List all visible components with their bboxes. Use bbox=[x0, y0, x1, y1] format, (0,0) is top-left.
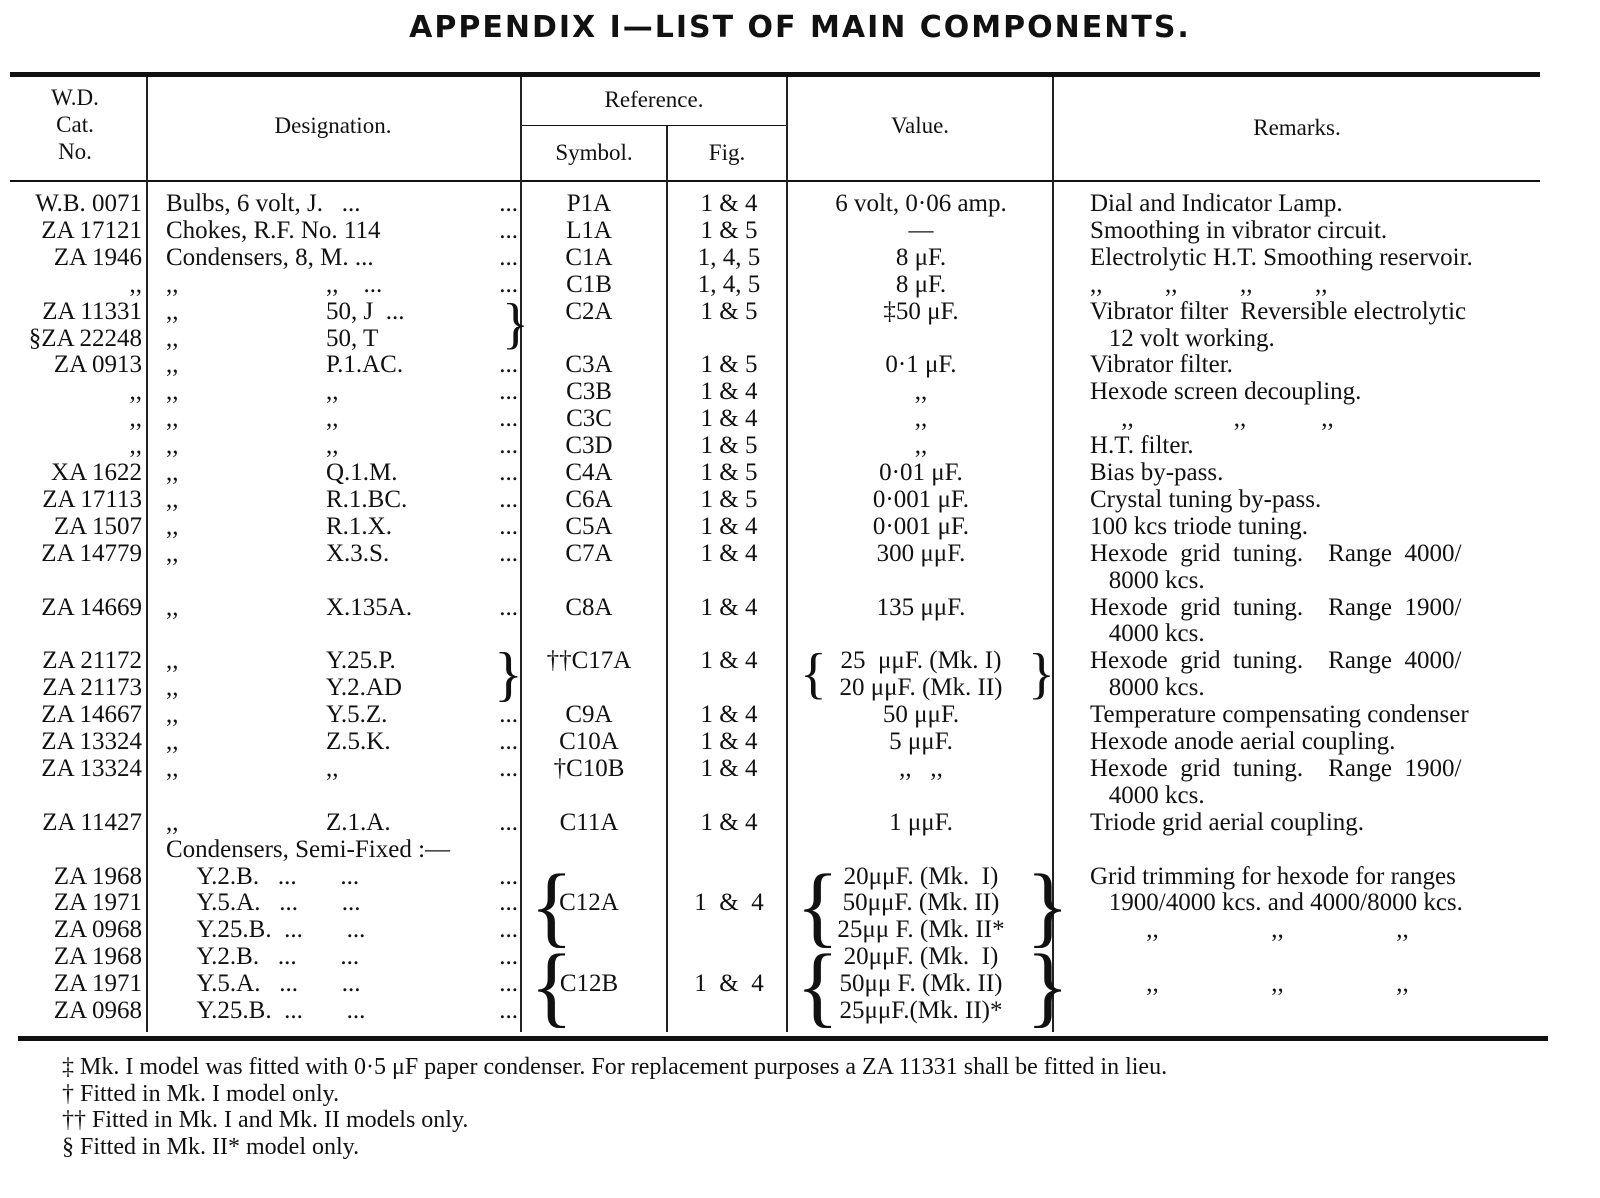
cat-no-cell: ZA 11331 bbox=[42, 297, 142, 325]
symbol-cell: C3D bbox=[565, 432, 613, 460]
designation-cell: ,, bbox=[166, 539, 179, 567]
leader-dots-cell: ... bbox=[499, 754, 518, 782]
bottom-rule bbox=[18, 1036, 1548, 1041]
leader-dots-cell: ... bbox=[499, 378, 518, 406]
leader-dots-cell: ... bbox=[499, 593, 518, 621]
cat-no-cell: W.B. 0071 bbox=[35, 190, 142, 217]
remarks-cell: Vibrator filter Reversible electrolytic bbox=[1090, 297, 1467, 325]
fig-cell: 1 & 5 bbox=[700, 297, 758, 325]
designation-type-cell: ,, ... bbox=[326, 270, 383, 298]
symbol-cell: ††C17A bbox=[546, 647, 632, 675]
designation-cell: ,, bbox=[166, 647, 179, 675]
remarks-cell: 12 volt working. bbox=[1090, 324, 1275, 352]
value-cell: 20μμF. (Mk. I) bbox=[843, 862, 999, 890]
fig-cell: 1 & 4 bbox=[700, 378, 758, 406]
remarks-cell: 8000 kcs. bbox=[1090, 674, 1205, 702]
leader-dots-cell: ... bbox=[499, 459, 518, 486]
cat-no-cell: ,, bbox=[129, 378, 142, 406]
symbol-cell: C12A bbox=[559, 889, 619, 917]
cat-no-cell: ZA 0913 bbox=[53, 351, 142, 379]
fig-cell: 1 & 4 bbox=[700, 190, 758, 217]
cat-no-cell: ZA 1971 bbox=[53, 970, 142, 998]
designation-type-cell: Y.2.AD bbox=[326, 674, 402, 702]
value-cell: 0·01 μF. bbox=[879, 459, 963, 486]
remarks-cell: Dial and Indicator Lamp. bbox=[1090, 190, 1343, 217]
cat-no-cell: ZA 14669 bbox=[41, 593, 142, 621]
cat-no-cell: ZA 13324 bbox=[41, 754, 142, 782]
designation-cell: Condensers, 8, M. ... bbox=[166, 243, 374, 271]
page-title: APPENDIX I—LIST OF MAIN COMPONENTS. bbox=[409, 10, 1191, 45]
symbol-cell: C1A bbox=[565, 243, 613, 271]
header-value: Value. bbox=[890, 113, 950, 138]
cat-no-cell: ZA 0968 bbox=[53, 997, 142, 1024]
cat-no-cell: ZA 14667 bbox=[41, 701, 142, 729]
fig-cell: 1 & 4 bbox=[700, 808, 758, 836]
leader-dots-cell: ... bbox=[499, 997, 518, 1024]
cat-no-cell: ZA 1507 bbox=[53, 512, 142, 540]
cat-no-cell: ,, bbox=[129, 405, 142, 433]
brace-c12a-value-right: } bbox=[1026, 857, 1070, 956]
leader-dots-cell: ... bbox=[499, 539, 518, 567]
symbol-cell: C1B bbox=[566, 270, 612, 298]
leader-dots-cell: ... bbox=[499, 432, 518, 460]
symbol-cell: C10A bbox=[559, 728, 619, 755]
remarks-cell: ,, ,, ,, bbox=[1090, 916, 1409, 944]
designation-cell: ,, bbox=[166, 728, 179, 755]
cat-no-cell: ZA 17113 bbox=[42, 485, 142, 513]
designation-cell: ,, bbox=[166, 432, 179, 460]
header-reference: Reference. bbox=[604, 87, 704, 112]
cat-no-cell: ,, bbox=[129, 270, 142, 298]
fig-cell: 1 & 4 bbox=[694, 889, 764, 917]
remarks-cell: ,, ,, ,, bbox=[1090, 405, 1334, 433]
designation-cell: Y.25.B. ... ... bbox=[166, 916, 366, 944]
fig-cell: 1 & 5 bbox=[700, 485, 758, 513]
remarks-cell: Smoothing in vibrator circuit. bbox=[1090, 216, 1388, 244]
value-cell: ,, bbox=[914, 405, 928, 433]
value-cell: ,, ,, bbox=[899, 754, 943, 782]
remarks-cell: Triode grid aerial coupling. bbox=[1090, 808, 1365, 836]
symbol-cell: C4A bbox=[565, 459, 613, 486]
remarks-cell: Hexode grid tuning. Range 1900/ bbox=[1090, 754, 1462, 782]
remarks-cell: Bias by-pass. bbox=[1090, 459, 1224, 486]
designation-type-cell: ,, bbox=[326, 378, 339, 406]
fig-cell: 1 & 5 bbox=[700, 351, 758, 379]
designation-cell: ,, bbox=[166, 378, 179, 406]
cat-no-cell: ,, bbox=[129, 432, 142, 460]
designation-cell: ,, bbox=[166, 485, 179, 513]
symbol-cell: C6A bbox=[565, 485, 613, 513]
designation-type-cell: 50, J ... bbox=[326, 297, 405, 325]
brace-c17a-value-left: { bbox=[800, 643, 827, 705]
remarks-cell: ,, ,, ,, ,, bbox=[1090, 270, 1328, 298]
remarks-cell: ,, ,, ,, bbox=[1090, 970, 1409, 998]
designation-cell: ,, bbox=[166, 405, 179, 433]
remarks-cell: 1900/4000 kcs. and 4000/8000 kcs. bbox=[1090, 889, 1463, 917]
remarks-cell: Hexode screen decoupling. bbox=[1090, 378, 1362, 406]
symbol-cell: C5A bbox=[565, 512, 613, 540]
designation-cell: Y.2.B. ... ... bbox=[166, 943, 360, 971]
designation-type-cell: Z.5.K. bbox=[326, 728, 391, 755]
value-cell: 5 μμF. bbox=[889, 728, 953, 755]
designation-cell: ,, bbox=[166, 512, 179, 540]
leader-dots-cell: ... bbox=[499, 701, 518, 729]
cat-no-cell: ZA 17121 bbox=[41, 216, 142, 244]
fig-cell: 1 & 4 bbox=[694, 970, 764, 998]
header-remarks: Remarks. bbox=[1253, 115, 1341, 140]
remarks-cell: 4000 kcs. bbox=[1090, 781, 1205, 809]
header-rule bbox=[10, 180, 1540, 182]
fig-cell: 1 & 4 bbox=[700, 593, 758, 621]
symbol-cell: C8A bbox=[565, 593, 613, 621]
brace-c12a-value-left: { bbox=[796, 857, 840, 956]
leader-dots-cell: ... bbox=[499, 728, 518, 755]
fig-cell: 1 & 5 bbox=[700, 216, 758, 244]
symbol-cell: C3B bbox=[566, 378, 612, 406]
designation-cell: Chokes, R.F. No. 114 bbox=[166, 216, 381, 244]
designation-type-cell: Y.25.P. bbox=[326, 647, 396, 675]
header-symbol: Symbol. bbox=[555, 140, 633, 165]
header-cat bbox=[10, 84, 140, 165]
remarks-cell: Hexode anode aerial coupling. bbox=[1090, 728, 1396, 755]
leader-dots-cell: ... bbox=[499, 970, 518, 998]
value-cell: ,, bbox=[914, 432, 928, 460]
brace-c12a-symbol: { bbox=[530, 857, 574, 956]
reference-subrule bbox=[522, 125, 786, 126]
cat-no-cell: ZA 1946 bbox=[53, 243, 142, 271]
remarks-cell: Grid trimming for hexode for ranges bbox=[1090, 862, 1456, 890]
fig-cell: 1 & 4 bbox=[700, 405, 758, 433]
brace-c17a-value-right: } bbox=[1028, 643, 1055, 705]
designation-type-cell: Y.5.Z. bbox=[326, 701, 388, 729]
cat-no-cell: ZA 1968 bbox=[53, 943, 142, 971]
fig-cell: 1 & 4 bbox=[700, 701, 758, 729]
remarks-cell: Hexode grid tuning. Range 4000/ bbox=[1090, 647, 1462, 675]
designation-cell: Condensers, Semi-Fixed :— bbox=[166, 835, 451, 863]
remarks-cell: 8000 kcs. bbox=[1090, 566, 1205, 594]
col-divider-1 bbox=[146, 77, 148, 1032]
fig-cell: 1, 4, 5 bbox=[697, 243, 761, 271]
value-cell: 1 μμF. bbox=[889, 808, 953, 836]
footnote-3: †† Fitted in Mk. I and Mk. II models only. bbox=[62, 1107, 469, 1133]
fig-cell: 1 & 4 bbox=[700, 539, 758, 567]
symbol-cell: C9A bbox=[565, 701, 613, 729]
footnote-1: ‡ Mk. I model was fitted with 0·5 μF paper condenser. For replacement purposes a ZA 11331 shall be fitted in lieu. bbox=[62, 1054, 1168, 1080]
remarks-cell: Temperature compensating condenser bbox=[1090, 701, 1469, 729]
value-cell: 25 μμF. (Mk. I) bbox=[840, 647, 1002, 675]
designation-type-cell: ,, bbox=[326, 432, 339, 460]
brace-c17a: } bbox=[494, 641, 523, 707]
designation-type-cell: ,, bbox=[326, 754, 339, 782]
designation-cell: Bulbs, 6 volt, J. ... bbox=[166, 190, 361, 217]
cat-no-cell: ZA 13324 bbox=[41, 728, 142, 755]
designation-cell: ,, bbox=[166, 701, 179, 729]
designation-cell: ,, bbox=[166, 297, 179, 325]
leader-dots-cell: ... bbox=[499, 351, 518, 379]
designation-cell: ,, bbox=[166, 459, 179, 486]
top-rule bbox=[10, 72, 1540, 77]
remarks-cell: Crystal tuning by-pass. bbox=[1090, 485, 1322, 513]
brace-c12b-symbol: { bbox=[530, 937, 574, 1036]
remarks-cell: Vibrator filter. bbox=[1090, 351, 1233, 379]
value-cell: ,, bbox=[914, 378, 928, 406]
leader-dots-cell: ... bbox=[499, 808, 518, 836]
value-cell: 20μμF. (Mk. I) bbox=[843, 943, 999, 971]
symbol-cell: C3A bbox=[565, 351, 613, 379]
cat-no-cell: ZA 14779 bbox=[41, 539, 142, 567]
cat-no-cell: ZA 1968 bbox=[53, 862, 142, 890]
fig-cell: 1 & 5 bbox=[700, 432, 758, 460]
leader-dots-cell: ... bbox=[499, 216, 518, 244]
symbol-cell: C2A bbox=[565, 297, 613, 325]
value-cell: 25μμF.(Mk. II)* bbox=[839, 997, 1003, 1024]
fig-cell: 1 & 4 bbox=[700, 512, 758, 540]
header-cat-line3: No. bbox=[58, 139, 92, 164]
value-cell: 0·001 μF. bbox=[872, 512, 970, 540]
designation-type-cell: 50, T bbox=[326, 324, 379, 352]
cat-no-cell: ZA 21172 bbox=[42, 647, 142, 675]
value-cell: 0·001 μF. bbox=[872, 485, 970, 513]
designation-cell: ,, bbox=[166, 351, 179, 379]
col-divider-3 bbox=[666, 126, 668, 1032]
col-divider-2 bbox=[520, 77, 522, 1032]
cat-no-cell: ZA 21173 bbox=[42, 674, 142, 702]
value-cell: 25μμ F. (Mk. II* bbox=[837, 916, 1005, 944]
value-cell: — bbox=[908, 216, 934, 244]
value-cell: 50 μμF. bbox=[882, 701, 960, 729]
leader-dots-cell: ... bbox=[499, 270, 518, 298]
leader-dots-cell: ... bbox=[499, 512, 518, 540]
value-cell: 300 μμF. bbox=[876, 539, 966, 567]
designation-type-cell: R.1.X. bbox=[326, 512, 392, 540]
designation-type-cell: X.135A. bbox=[326, 593, 413, 621]
value-cell: 50μμ F. (Mk. II) bbox=[839, 970, 1003, 998]
designation-type-cell: X.3.S. bbox=[326, 539, 390, 567]
value-cell: 135 μμF. bbox=[876, 593, 966, 621]
designation-cell: ,, bbox=[166, 674, 179, 702]
remarks-cell: 4000 kcs. bbox=[1090, 620, 1205, 648]
brace-c12b-value-left: { bbox=[796, 937, 840, 1036]
cat-no-cell: ZA 11427 bbox=[42, 808, 142, 836]
symbol-cell: †C10B bbox=[553, 754, 625, 782]
remarks-cell: H.T. filter. bbox=[1090, 432, 1194, 460]
symbol-cell: C7A bbox=[565, 539, 613, 567]
designation-cell: ,, bbox=[166, 324, 179, 352]
symbol-cell: P1A bbox=[566, 190, 612, 217]
leader-dots-cell: ... bbox=[499, 485, 518, 513]
designation-type-cell: R.1.BC. bbox=[326, 485, 408, 513]
designation-type-cell: Z.1.A. bbox=[326, 808, 391, 836]
fig-cell: 1 & 5 bbox=[700, 459, 758, 486]
value-cell: 50μμF. (Mk. II) bbox=[842, 889, 1000, 917]
fig-cell: 1 & 4 bbox=[700, 647, 758, 675]
designation-cell: Y.5.A. ... ... bbox=[166, 970, 361, 998]
fig-cell: 1 & 4 bbox=[700, 754, 758, 782]
remarks-cell: Hexode grid tuning. Range 1900/ bbox=[1090, 593, 1462, 621]
header-fig: Fig. bbox=[708, 140, 746, 165]
leader-dots-cell: ... bbox=[499, 889, 518, 917]
designation-cell: ,, bbox=[166, 754, 179, 782]
header-cat-line2: Cat. bbox=[56, 112, 94, 137]
value-cell: 6 volt, 0·06 amp. bbox=[835, 190, 1007, 217]
value-cell: 20 μμF. (Mk. II) bbox=[839, 674, 1003, 702]
value-cell: 8 μF. bbox=[895, 243, 947, 271]
designation-type-cell: Q.1.M. bbox=[326, 459, 398, 486]
leader-dots-cell: ... bbox=[499, 243, 518, 271]
designation-cell: Y.5.A. ... ... bbox=[166, 889, 361, 917]
designation-cell: ,, bbox=[166, 270, 179, 298]
designation-cell: ,, bbox=[166, 593, 179, 621]
cat-no-cell: ZA 1971 bbox=[53, 889, 142, 917]
cat-no-cell: XA 1622 bbox=[51, 459, 142, 486]
fig-cell: 1 & 4 bbox=[700, 728, 758, 755]
leader-dots-cell: ... bbox=[499, 943, 518, 971]
header-cat-line1: W.D. bbox=[51, 85, 99, 110]
fig-cell: 1, 4, 5 bbox=[697, 270, 761, 298]
footnote-2: † Fitted in Mk. I model only. bbox=[62, 1081, 340, 1107]
symbol-cell: C11A bbox=[559, 808, 619, 836]
remarks-cell: Electrolytic H.T. Smoothing reservoir. bbox=[1090, 243, 1473, 271]
brace-c2a: } bbox=[502, 293, 529, 355]
designation-type-cell: P.1.AC. bbox=[326, 351, 404, 379]
designation-cell: ,, bbox=[166, 808, 179, 836]
leader-dots-cell: ... bbox=[499, 862, 518, 890]
leader-dots-cell: ... bbox=[499, 190, 518, 217]
designation-cell: Y.25.B. ... ... bbox=[166, 997, 366, 1024]
remarks-cell: 100 kcs triode tuning. bbox=[1090, 512, 1309, 540]
leader-dots-cell: ... bbox=[499, 405, 518, 433]
cat-no-cell: ZA 0968 bbox=[53, 916, 142, 944]
designation-cell: Y.2.B. ... ... bbox=[166, 862, 360, 890]
symbol-cell: L1A bbox=[566, 216, 612, 244]
value-cell: 8 μF. bbox=[895, 270, 947, 298]
remarks-cell: Hexode grid tuning. Range 4000/ bbox=[1090, 539, 1462, 567]
symbol-cell: C3C bbox=[566, 405, 612, 433]
designation-type-cell: ,, bbox=[326, 405, 339, 433]
cat-no-cell: §ZA 22248 bbox=[28, 324, 142, 352]
leader-dots-cell: ... bbox=[499, 916, 518, 944]
value-cell: 0·1 μF. bbox=[885, 351, 957, 379]
brace-c12b-value-right: } bbox=[1026, 937, 1070, 1036]
footnote-4: § Fitted in Mk. II* model only. bbox=[62, 1134, 360, 1160]
header-designation: Designation. bbox=[274, 113, 392, 138]
symbol-cell: C12B bbox=[559, 970, 619, 998]
col-divider-4 bbox=[786, 77, 788, 1032]
value-cell: ‡50 μF. bbox=[883, 297, 959, 325]
